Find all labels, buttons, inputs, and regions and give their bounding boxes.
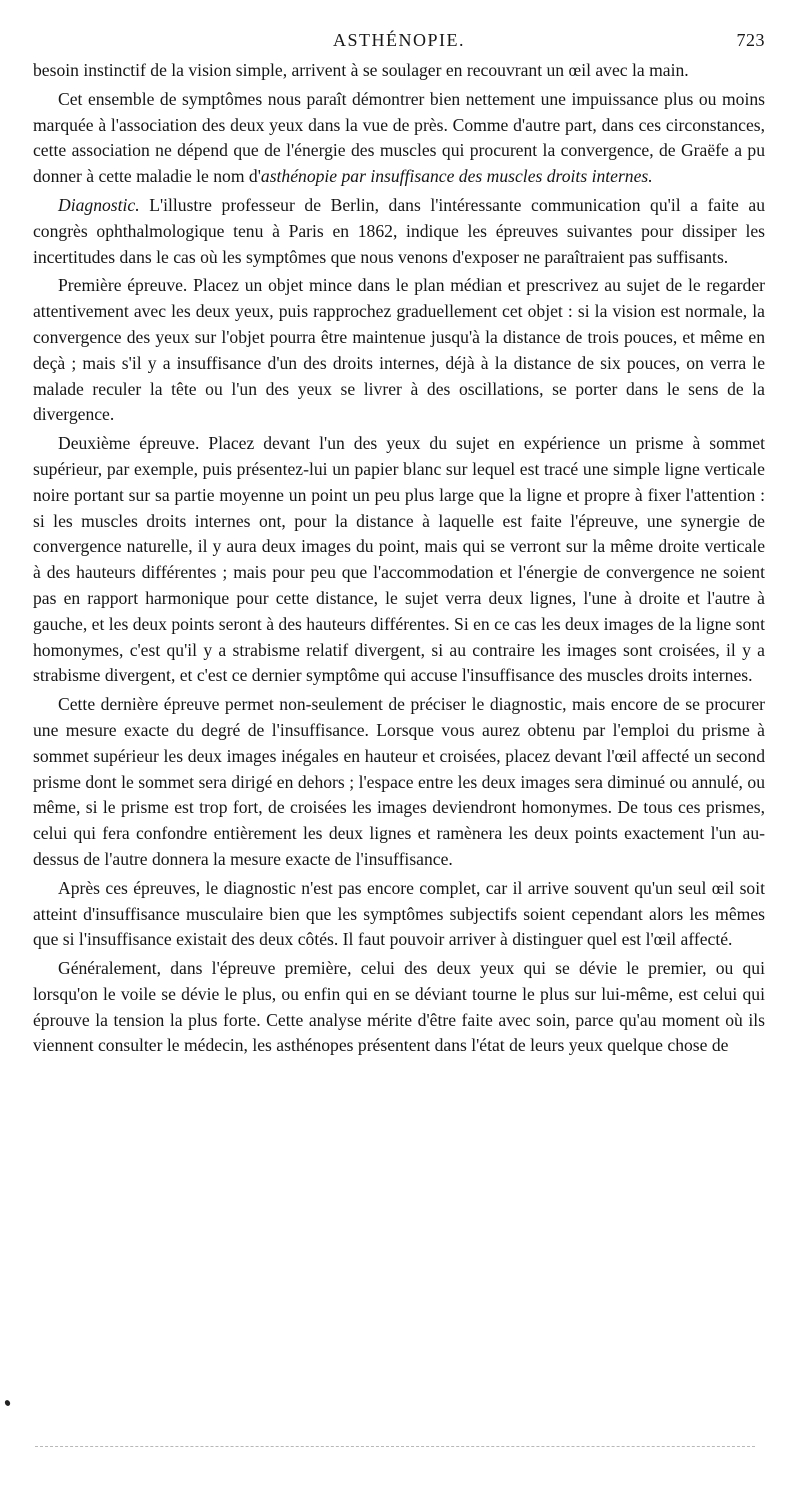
paragraph-second-test: Deuxième épreuve. Placez devant l'un des yeux du sujet en expérience un prisme à sommet supérieur, par exemple, puis présentez-lui un papier blanc sur lequel est tracé une simple ligne verticale noire portant sur sa partie moyenne un point un peu plus large que la ligne et propre à fixer l'attention : si les muscles droits internes ont, pour la distance à laquelle est faite l'épreuve, une synergie de convergence naturelle, il y aura deux images du point, mais qui se verront sur la même droite verticale à des hauteurs différentes ; mais pour peu que l'accommodation et l'énergie de convergence ne soient pas en rapport harmonique pour cette distance, le sujet verra deux lignes, l'une à droite et l'autre à gauche, et les deux points seront à des hauteurs différentes. Si en ce cas les deux images de la ligne sont homonymes, c'est qu'il y a strabisme relatif divergent, si au contraire les images sont croisées, il y a strabisme divergent, et c'est ce dernier symptôme qui accuse l'insuffisance des muscles droits internes. (33, 433, 765, 686)
paragraph-measurement: Cette dernière épreuve permet non-seulement de préciser le diagnostic, mais encore de se procurer une mesure exacte du degré de l'insuffisance. Lorsque vous aurez obtenu par l'emploi du prisme à sommet supérieur les deux images inégales en hauteur et croisées, placez devant l'œil affecté un second prisme dont le sommet sera dirigé en dehors ; l'espace entre les deux images sera diminué ou annulé, ou même, si le prisme est trop fort, de croisées les images deviendront homonymes. De tous ces prismes, celui qui fera confondre entièrement les deux lignes et ramènera les deux points exactement l'un au-dessus de l'autre donnera la mesure exacte de l'insuffisance. (33, 694, 765, 869)
paragraph-text: L'illustre professeur de Berlin, dans l'intéressante communication qu'il a faite au congrès ophthalmologique tenu à Paris en 1862, indique les épreuves suivantes pour dissiper les incertitudes dans le cas où les symptômes que nous venons d'exposer ne paraîtraient pas suffisants. (33, 194, 765, 267)
paragraph-one-eye: Après ces épreuves, le diagnostic n'est pas encore complet, car il arrive souvent qu'un seul œil soit atteint d'insuffisance musculaire bien que les symptômes subjectifs soient cependant alors les mêmes que si l'insuffisance existait des deux côtés. Il faut pouvoir arriver à distinguer quel est l'œil affecté. (33, 877, 765, 950)
paragraph-continuation: besoin instinctif de la vision simple, arrivent à se soulager en recouvrant un œil avec la main. (33, 60, 689, 80)
running-title: ASTHÉNOPIE. (333, 30, 465, 50)
body-text (33, 58, 765, 1059)
paragraph-generally: Généralement, dans l'épreuve première, celui des deux yeux qui se dévie le premier, ou qui lorsqu'on le voile se dévie le plus, ou enfin qui en se déviant tourne le plus sur lui-même, est celui qui éprouve la tension la plus forte. Cette analyse mérite d'être faite avec soin, parce qu'au moment où ils viennent consulter le médecin, les asthénopes présentent dans l'état de leurs yeux quelque chose de (33, 958, 765, 1056)
book-page (33, 28, 765, 1062)
disease-name-italic: asthénopie par insuffisance des muscles droits internes. (260, 166, 653, 187)
paragraph-diagnostic (33, 193, 765, 270)
paragraph-first-test: Première épreuve. Placez un objet mince dans le plan médian et prescrivez au sujet de le regarder attentivement avec les deux yeux, puis rapprochez graduellement cet objet : si la vision est normale, la convergence des yeux sur l'objet pourra être maintenue jusqu'à la distance de trois pouces, et même en deçà ; mais s'il y a insuffisance d'un des droits internes, déjà à la distance de six pouces, on verra le malade reculer la tête ou l'un des yeux se livrer à des oscillations, se porter dans le sens de la divergence. (33, 275, 765, 425)
page-number: 723 (736, 30, 765, 50)
footer-rule (35, 1446, 755, 1447)
running-header (33, 28, 765, 58)
ink-speck (4, 1399, 11, 1407)
section-label: Diagnostic. (58, 194, 140, 215)
paragraph-syndrome (33, 87, 765, 190)
paragraph-text: Cet ensemble de symptômes nous paraît démontrer bien nettement une impuissance plus ou moins marquée à l'association des deux yeux dans la vue de près. Comme d'autre part, dans ces circonstances, cette association ne dépend que de l'énergie des muscles qui procurent la convergence, de Graëfe a pu donner à cette maladie le nom d' (33, 88, 765, 187)
